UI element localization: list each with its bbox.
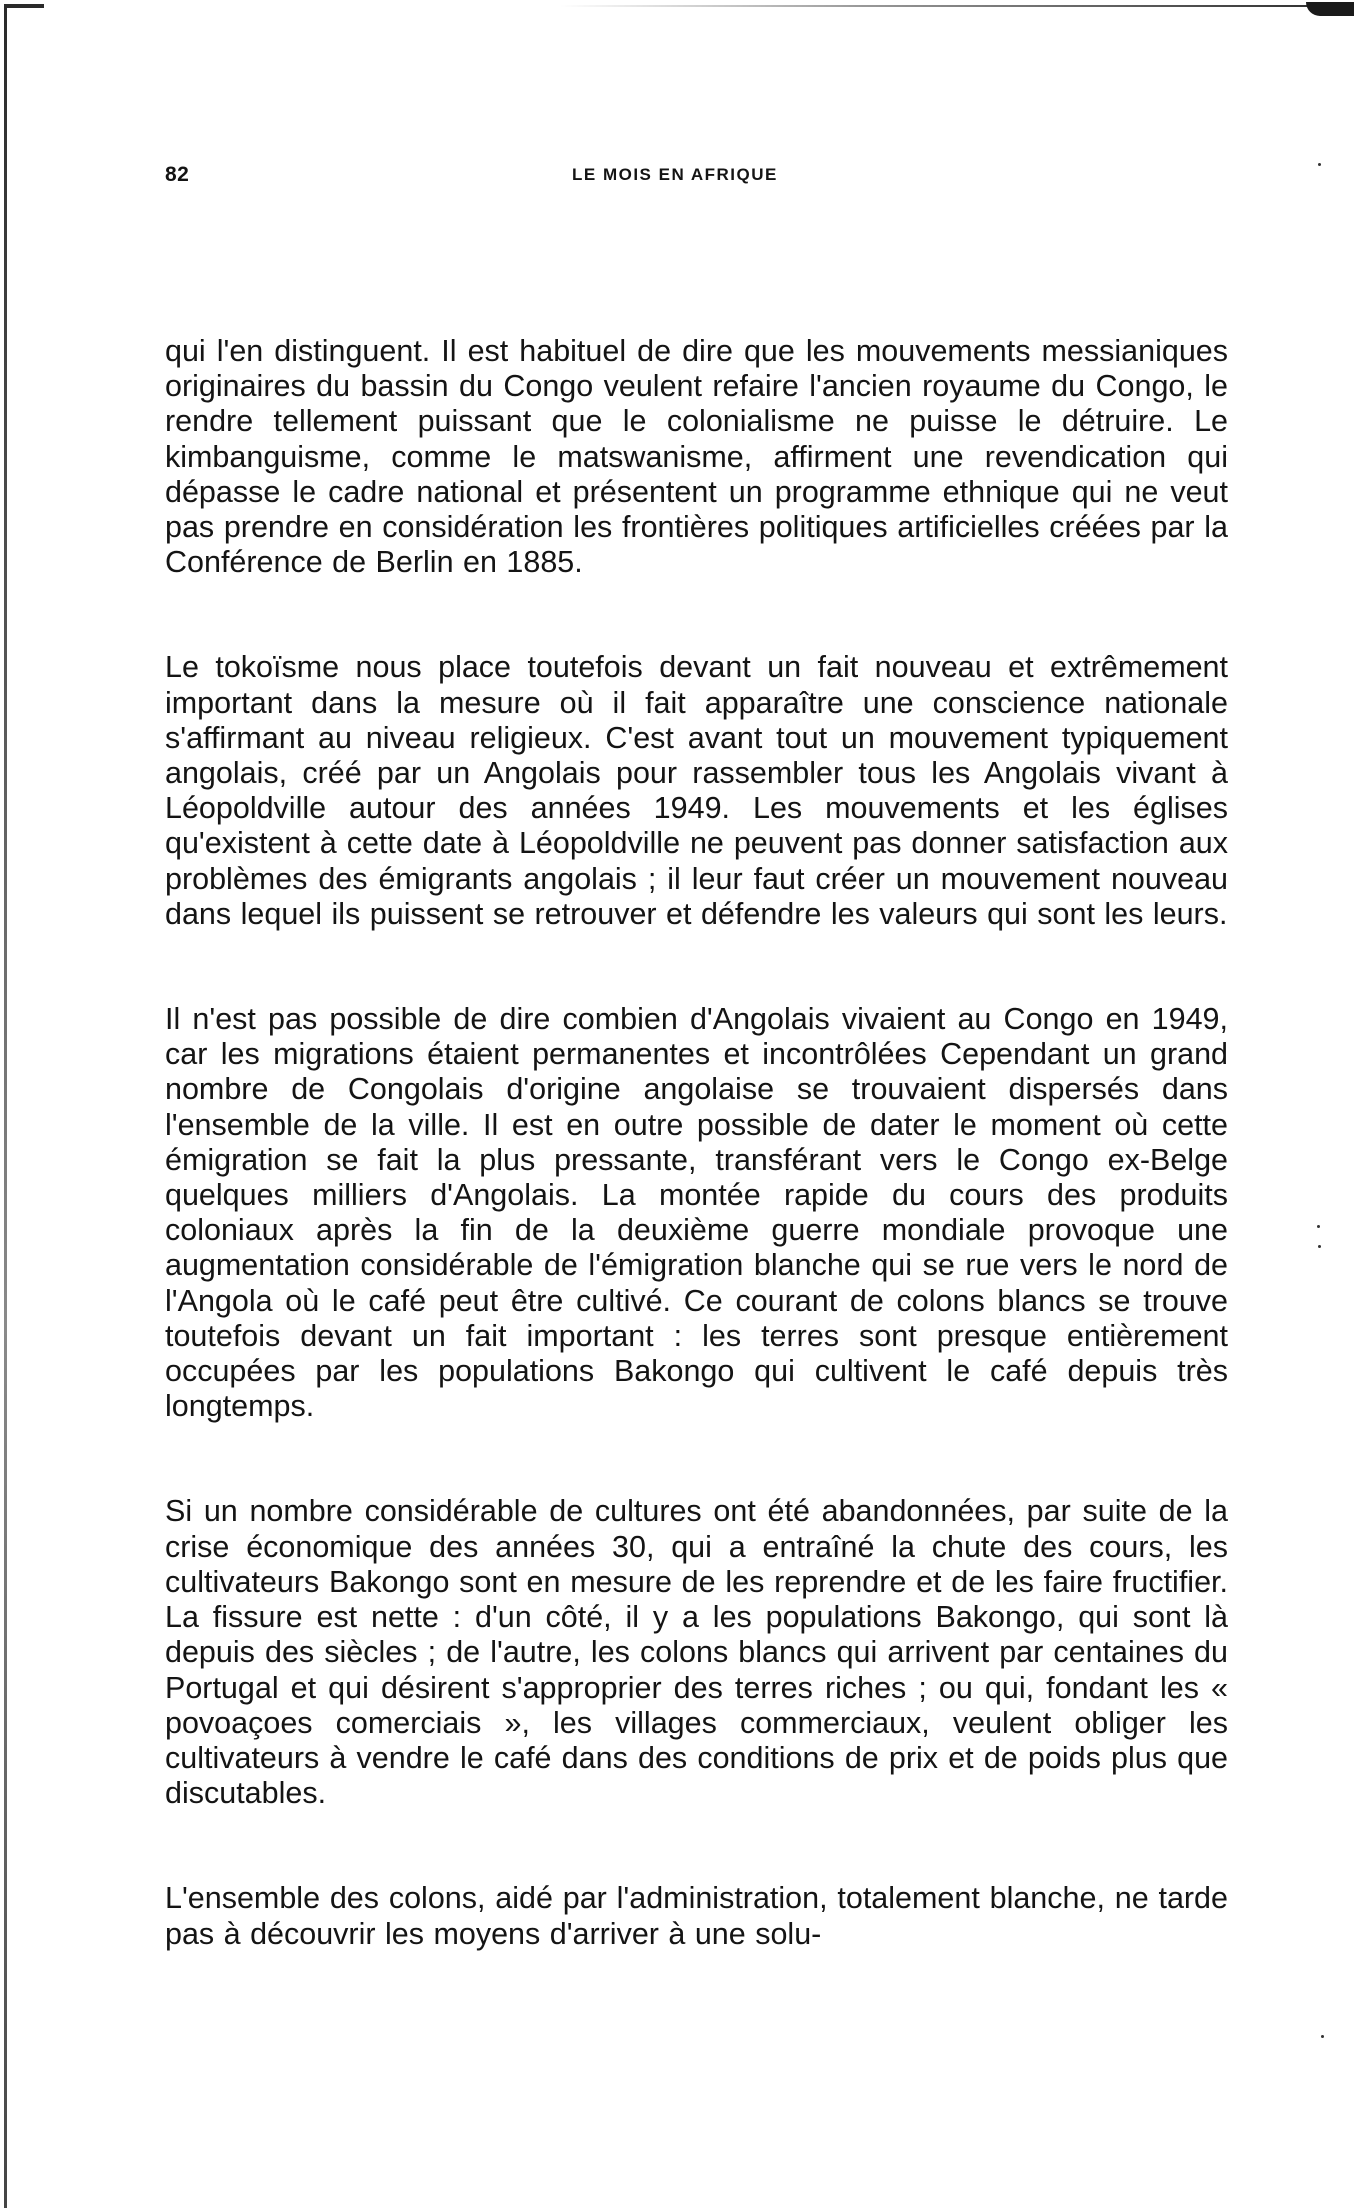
scan-speck	[1318, 163, 1321, 166]
scan-speck	[1317, 1225, 1320, 1228]
scan-speck	[1321, 2035, 1324, 2038]
paragraph-3: Il n'est pas possible de dire combien d'Angolais vivaient au Congo en 1949, car les migrations étaient permanentes et incontrôlées Cependant un grand nombre de Congolais d'origine angolaise se trouvaient dispersés dans l'ensemble de la ville. Il est en outre possible de dater le moment où cette émigration se fait la plus pressante, transférant vers le Congo ex-Belge quelques milliers d'Angolais. La montée rapide du cours des produits coloniaux après la fin de la deuxième guerre mondiale provoque une augmentation considérable de l'émigration blanche qui se rue vers le nord de l'Angola où le café peut être cultivé. Ce courant de colons blancs se trouve toutefois devant un fait important : les terres sont presque entièrement occupées par les populations Bakongo qui cultivent le café depuis très longtemps.	[165, 1002, 1228, 1424]
page-header	[165, 163, 1225, 193]
running-title: LE MOIS EN AFRIQUE	[572, 165, 778, 184]
scan-top-edge	[4, 4, 44, 8]
paragraph-4: Si un nombre considérable de cultures ont été abandonnées, par suite de la crise économique des années 30, qui a entraîné la chute des cours, les cultivateurs Bakongo sont en mesure de les reprendre et de les faire fructifier. La fissure est nette : d'un côté, il y a les populations Bakongo, qui sont là depuis des siècles ; de l'autre, les colons blancs qui arrivent par centaines du Portugal et qui désirent s'approprier des terres riches ; ou qui, fondant les « povoaçoes comerciais », les villages commerciaux, veulent obliger les cultivateurs à vendre le café dans des conditions de prix et de poids plus que discutables.	[165, 1494, 1228, 1811]
paragraph-2: Le tokoïsme nous place toutefois devant un fait nouveau et extrêmement important dans la mesure où il fait apparaître une conscience nationale s'affirmant au niveau religieux. C'est avant tout un mouvement typiquement angolais, créé par un Angolais pour rassembler tous les Angolais vivant à Léopoldville autour des années 1949. Les mouvements et les églises qu'existent à cette date à Léopoldville ne peuvent pas donner satisfaction aux problèmes des émigrants angolais ; il leur faut créer un mouvement nouveau dans lequel ils puissent se retrouver et défendre les valeurs qui sont les leurs.	[165, 650, 1228, 931]
scan-corner-mark	[1306, 2, 1354, 16]
page-number: 82	[165, 163, 190, 186]
scan-left-edge	[4, 4, 7, 2208]
body-text	[165, 334, 1228, 1952]
paragraph-1: qui l'en distinguent. Il est habituel de dire que les mouvements messianiques originaires du bassin du Congo veulent refaire l'ancien royaume du Congo, le rendre tellement puissant que le colonialisme ne puisse le détruire. Le kimbanguisme, comme le matswanisme, affirment une revendication qui dépasse le cadre national et présentent un programme ethnique qui ne veut pas prendre en considération les frontières politiques artificielles créées par la Conférence de Berlin en 1885.	[165, 334, 1228, 580]
paragraph-5: L'ensemble des colons, aidé par l'administration, totalement blanche, ne tarde pas à découvrir les moyens d'arriver à une solu-	[165, 1881, 1228, 1951]
scan-speck	[1318, 1245, 1321, 1248]
scan-top-line	[560, 5, 1310, 7]
